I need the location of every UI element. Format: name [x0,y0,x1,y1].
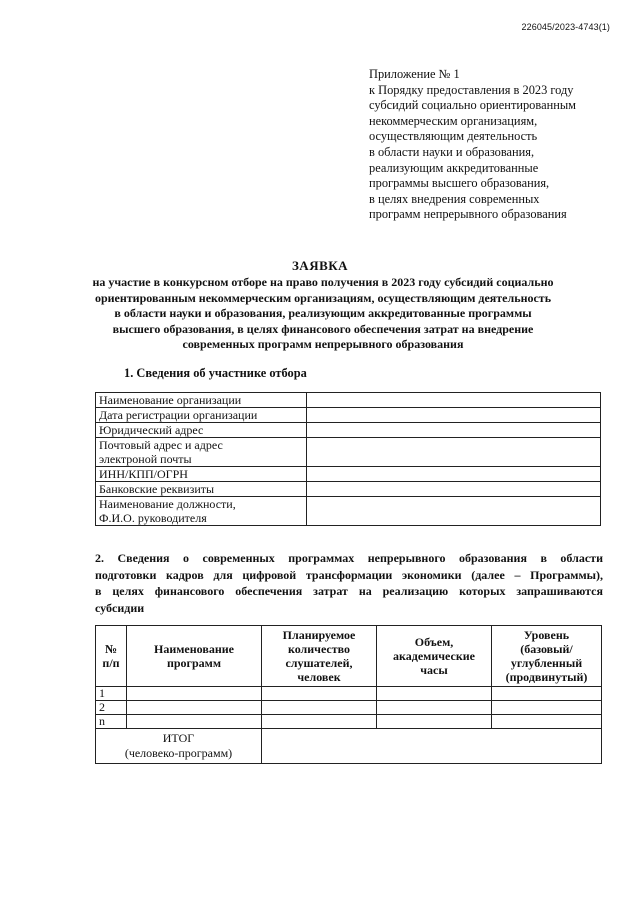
header-line: количество [287,642,351,656]
table-row [96,423,601,438]
hours-cell[interactable] [377,701,492,715]
appendix-note [369,67,619,223]
header-line: Уровень [523,628,570,642]
table-row [96,482,601,497]
header-line: программ [166,656,222,670]
level-cell[interactable] [492,687,602,701]
col-level-header [492,626,602,687]
subtitle-line: высшего образования, в целях финансового обеспечения затрат на внедрение [112,321,534,336]
header-line: (базовый/ [520,642,573,656]
value-cell[interactable] [307,467,601,482]
subtitle-line: в области науки и образования, реализующим аккредитованные программы [114,306,532,321]
subtitle-line: ориентированным некоммерческим организациям, осуществляющим деятельность [94,290,552,305]
row-label [96,393,307,408]
header-line: часы [420,663,448,677]
subtitle-line: современных программ непрерывного образования [182,337,464,352]
total-value-cell[interactable] [262,729,602,764]
label-line: Дата регистрации организации [99,408,258,422]
header-line: п/п [102,656,120,670]
appendix-line: программы высшего образования, [369,176,550,191]
appendix-line: в целях внедрения современных [369,191,540,206]
value-cell[interactable] [307,423,601,438]
label-line: Наименование организации [99,393,242,407]
row-label [96,438,307,467]
appendix-line: к Порядку предоставления в 2023 году [369,82,574,97]
appendix-line: Приложение № 1 [369,67,460,81]
table-row [96,408,601,423]
value-cell[interactable] [307,438,601,467]
col-hours-header [377,626,492,687]
label-line: Банковские реквизиты [99,482,215,496]
value-cell[interactable] [307,482,601,497]
total-row [96,729,602,764]
header-line: Планируемое [282,628,356,642]
listeners-cell[interactable] [262,687,377,701]
hours-cell[interactable] [377,715,492,729]
label-line: электроной почты [99,452,192,466]
appendix-line: субсидий социально ориентированным [369,98,576,113]
appendix-line: программ непрерывного образования [369,207,567,222]
table-row [96,715,602,729]
row-number: 2 [96,701,127,715]
row-label [96,408,307,423]
listeners-cell[interactable] [262,715,377,729]
header-line: академические [393,649,475,663]
level-cell[interactable] [492,701,602,715]
label-line: Юридический адрес [99,423,204,437]
program-name-cell[interactable] [127,701,262,715]
appendix-line: реализующим аккредитованные [369,160,539,175]
label-line: Ф.И.О. руководителя [99,511,207,525]
program-name-cell[interactable] [127,715,262,729]
heading-line: субсидии [95,600,145,615]
table-row [96,497,601,526]
heading-line: в целях финансового обеспечения затрат на реализацию которых запрашиваются [95,584,603,598]
appendix-line: осуществляющим деятельность [369,129,538,144]
label-line: Почтовый адрес и адрес [99,438,223,452]
total-line: ИТОГ [162,731,195,745]
value-cell[interactable] [307,408,601,423]
appendix-line: в области науки и образования, [369,144,535,159]
document-code: 226045/2023-4743(1) [521,22,610,32]
value-cell[interactable] [307,497,601,526]
subtitle-line: на участие в конкурсном отборе на право получения в 2023 году субсидий социально [92,275,554,289]
listeners-cell[interactable] [262,701,377,715]
header-line: Объем, [414,635,454,649]
col-name-header [127,626,262,687]
participant-info-table [95,392,601,526]
row-number: n [96,715,127,729]
table-row [96,393,601,408]
programs-table [95,625,602,764]
section2-heading [95,550,603,616]
document-title: ЗАЯВКА [291,258,349,273]
label-line: ИНН/КПП/ОГРН [99,467,188,481]
section1-heading: 1. Сведения об участнике отбора [124,366,307,380]
table-row [96,438,601,467]
heading-line: подготовки кадров для цифровой трансформации экономики (далее – Программы), [95,567,603,582]
header-line: № [104,642,118,656]
label-line: Наименование должности, [99,497,236,511]
total-label [96,729,262,764]
row-number: 1 [96,687,127,701]
col-listeners-header [262,626,377,687]
appendix-line: некоммерческим организациям, [369,113,538,128]
header-line: Наименование [154,642,234,656]
row-label [96,467,307,482]
header-line: человек [297,670,341,684]
level-cell[interactable] [492,715,602,729]
header-row [96,626,602,687]
header-line: углубленный [510,656,583,670]
row-label [96,497,307,526]
table-row [96,687,602,701]
table-row [96,467,601,482]
heading-line: 2. Сведения о современных программах непрерывного образования в области [95,551,603,565]
total-line: (человеко-программ) [124,746,233,760]
table-row [96,701,602,715]
hours-cell[interactable] [377,687,492,701]
program-name-cell[interactable] [127,687,262,701]
header-line: (продвинутый) [505,670,588,684]
row-label [96,482,307,497]
col-number-header [96,626,127,687]
header-line: слушателей, [285,656,353,670]
row-label [96,423,307,438]
document-subtitle [78,275,568,353]
value-cell[interactable] [307,393,601,408]
